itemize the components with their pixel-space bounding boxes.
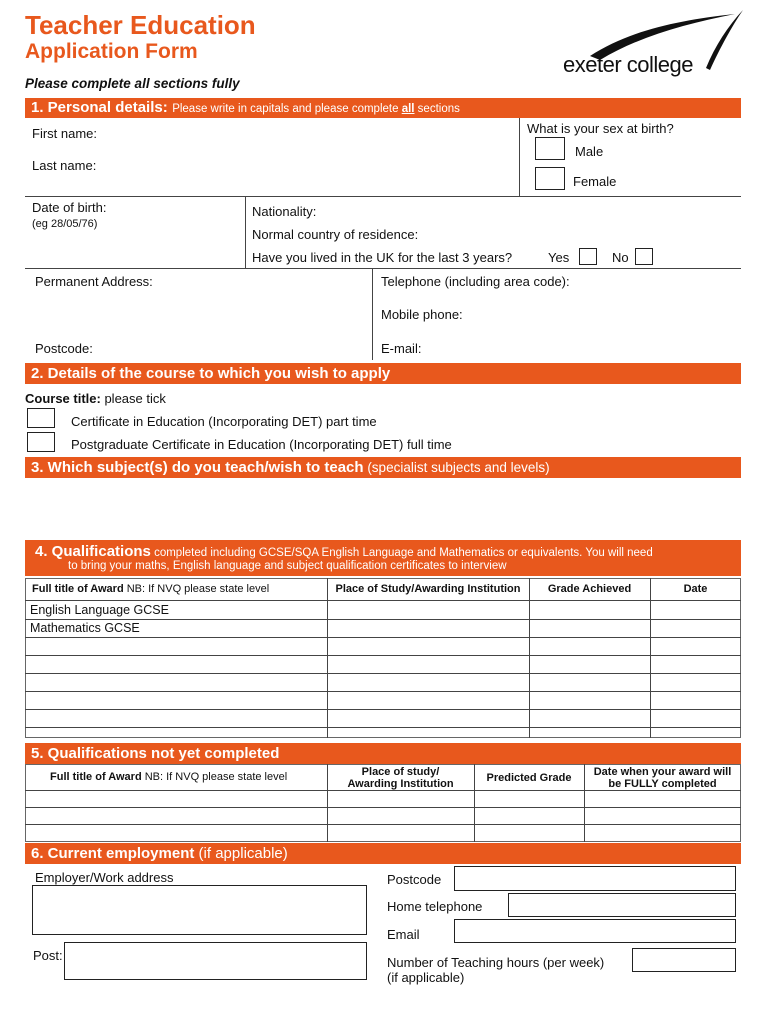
section-2-header bbox=[25, 363, 741, 384]
section-3-heading: 3. Which subject(s) do you teach/wish to teach bbox=[31, 459, 364, 476]
email-label: E-mail: bbox=[381, 341, 422, 356]
employer-label: Employer/Work address bbox=[35, 870, 174, 885]
course-title-label: Course title: please tick bbox=[25, 391, 166, 406]
course-option-2-checkbox[interactable] bbox=[27, 432, 55, 452]
q-col-title-header: Full title of Award NB: If NVQ please state level bbox=[32, 583, 270, 595]
section-1-note: Please write in capitals and please complete all sections bbox=[172, 103, 460, 115]
mobile-label: Mobile phone: bbox=[381, 307, 463, 322]
q-col-date-header: Date bbox=[683, 583, 708, 595]
logo-text: exeter college bbox=[563, 52, 693, 77]
first-name-label: First name: bbox=[32, 126, 98, 141]
uk-yes-label: Yes bbox=[548, 250, 570, 265]
course-option-1-label: Certificate in Education (Incorporating DET) part time bbox=[71, 414, 377, 429]
employer-address-input[interactable] bbox=[32, 885, 367, 935]
section-4-note-2: to bring your maths, English language and subject qualification certificates to interview bbox=[68, 560, 507, 572]
teaching-hours-note: (if applicable) bbox=[387, 970, 465, 985]
address-label: Permanent Address: bbox=[35, 274, 153, 289]
section-3-header bbox=[25, 457, 741, 478]
home-telephone-label: Home telephone bbox=[387, 899, 483, 914]
table-row: English Language GCSE bbox=[30, 603, 169, 617]
p-col-title-header: Full title of Award NB: If NVQ please state level bbox=[50, 771, 288, 783]
q-col-place-header: Place of Study/Awarding Institution bbox=[335, 583, 521, 595]
postcode-label: Postcode: bbox=[35, 341, 93, 356]
uk-residence-question: Have you lived in the UK for the last 3 years? bbox=[252, 250, 513, 265]
teaching-hours-input[interactable] bbox=[632, 948, 736, 972]
exeter-college-logo bbox=[560, 8, 745, 83]
teaching-hours-label: Number of Teaching hours (per week) bbox=[387, 955, 605, 970]
section-5-heading: 5. Qualifications not yet completed bbox=[31, 745, 280, 762]
section-4-note-1: completed including GCSE/SQA English Language and Mathematics or equivalents. You will need bbox=[150, 547, 653, 559]
sex-male-checkbox[interactable] bbox=[535, 137, 565, 160]
emp-email-label: Email bbox=[387, 927, 420, 942]
last-name-label: Last name: bbox=[32, 158, 97, 173]
form-subtitle: Application Form bbox=[25, 40, 198, 63]
section-2-heading: 2. Details of the course to which you wish to apply bbox=[31, 365, 391, 382]
sex-question: What is your sex at birth? bbox=[527, 121, 674, 136]
dob-label: Date of birth: bbox=[32, 200, 107, 215]
form-title: Teacher Education bbox=[25, 10, 256, 40]
section-6-heading: 6. Current employment bbox=[31, 845, 195, 862]
course-option-2-label: Postgraduate Certificate in Education (Incorporating DET) full time bbox=[71, 437, 452, 452]
section-5-header bbox=[25, 743, 741, 764]
section-3-note: (specialist subjects and levels) bbox=[363, 460, 550, 475]
emp-email-input[interactable] bbox=[454, 919, 736, 943]
nationality-label: Nationality: bbox=[252, 204, 317, 219]
section-1-heading: 1. Personal details: bbox=[31, 99, 168, 116]
section-6-header bbox=[25, 843, 741, 864]
section-6-note: (if applicable) bbox=[194, 845, 288, 862]
subjects-input-area[interactable] bbox=[25, 480, 741, 536]
p-col-place-header: Place of study/ Awarding Institution bbox=[347, 766, 454, 790]
qualifications-table bbox=[25, 578, 741, 738]
sex-male-label: Male bbox=[575, 144, 604, 159]
sex-female-checkbox[interactable] bbox=[535, 167, 565, 190]
section-1-header bbox=[25, 98, 741, 118]
post-input[interactable] bbox=[64, 942, 367, 980]
emp-postcode-label: Postcode bbox=[387, 872, 442, 887]
emp-postcode-input[interactable] bbox=[454, 866, 736, 891]
uk-yes-checkbox[interactable] bbox=[579, 248, 597, 265]
section-4-heading: 4. Qualifications bbox=[35, 543, 151, 560]
p-col-date-header: Date when your award will be FULLY completed bbox=[593, 766, 732, 790]
dob-example: (eg 28/05/76) bbox=[32, 218, 98, 230]
table-row: Mathematics GCSE bbox=[30, 621, 140, 635]
uk-no-label: No bbox=[612, 250, 629, 265]
home-telephone-input[interactable] bbox=[508, 893, 736, 917]
residence-label: Normal country of residence: bbox=[252, 227, 419, 242]
course-option-1-checkbox[interactable] bbox=[27, 408, 55, 428]
form-instruction: Please complete all sections fully bbox=[25, 76, 240, 91]
telephone-label: Telephone (including area code): bbox=[381, 274, 570, 289]
post-label: Post: bbox=[33, 948, 63, 963]
p-col-grade-header: Predicted Grade bbox=[486, 772, 572, 784]
sex-female-label: Female bbox=[573, 174, 617, 189]
uk-no-checkbox[interactable] bbox=[635, 248, 653, 265]
section-4-header bbox=[25, 540, 741, 576]
q-col-grade-header: Grade Achieved bbox=[547, 583, 632, 595]
